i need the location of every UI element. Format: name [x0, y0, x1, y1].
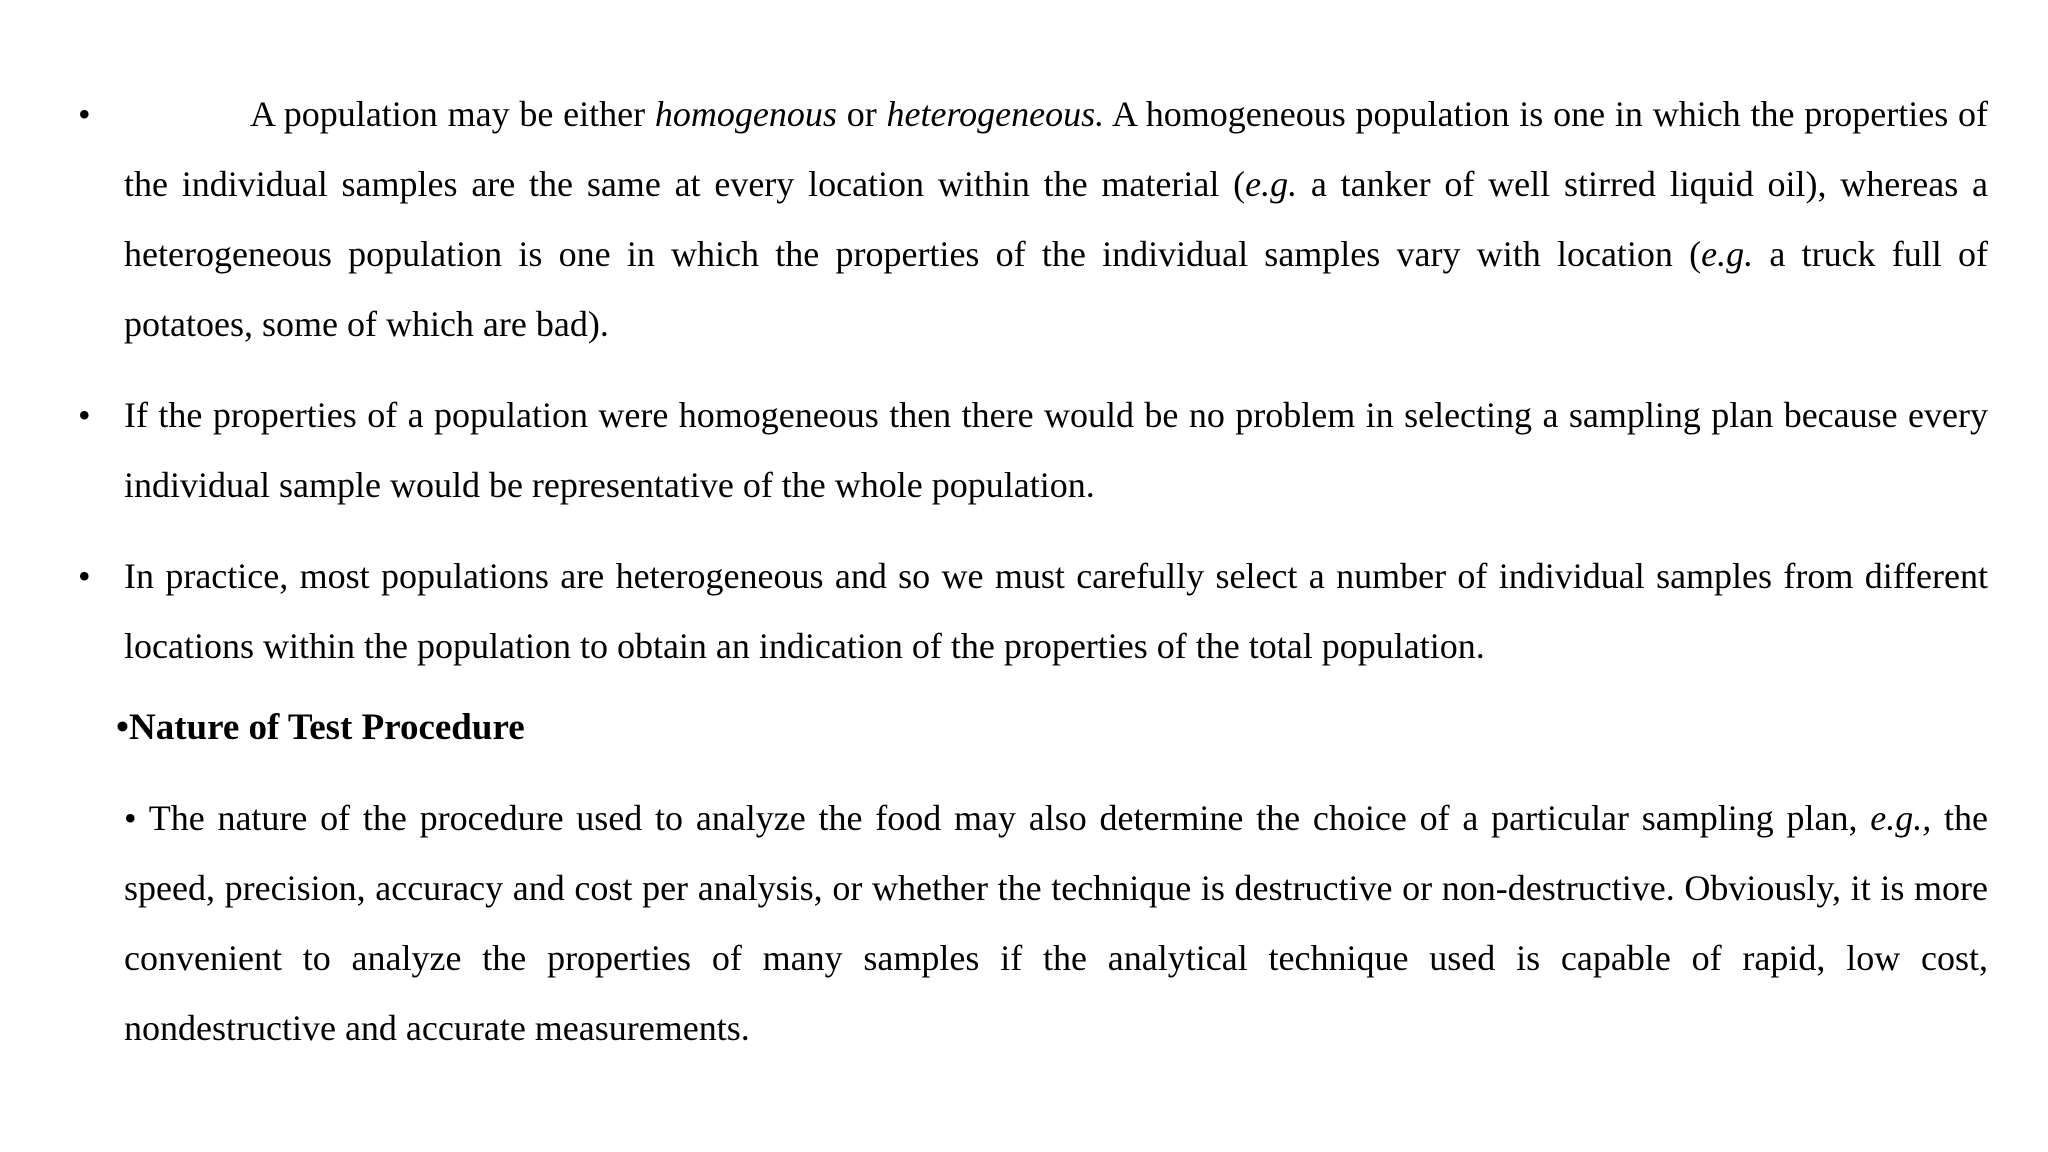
italic-term-homogenous: homogenous	[654, 94, 837, 134]
text-run: or	[836, 94, 887, 134]
text-run: a truck full of potatoes, some of which are bad).	[124, 234, 1988, 344]
bullet-marker: •	[78, 395, 91, 435]
bullet-homogeneous-population	[78, 79, 1988, 359]
section-heading	[116, 693, 525, 763]
italic-eg: e.g.	[1701, 234, 1754, 274]
paragraph-nature-of-procedure	[124, 783, 1988, 1063]
bullet-marker: •	[78, 94, 91, 134]
heading-text: Nature of Test Procedure	[128, 707, 525, 748]
italic-eg: e.g.,	[1870, 798, 1932, 838]
bullet-text: If the properties of a population were homogeneous then there would be no problem in selecting a sampling plan because every individual sample would be representative of the whole population.	[124, 395, 1988, 505]
italic-term-heterogeneous: heterogeneous.	[886, 94, 1105, 134]
bullet-marker: •	[78, 556, 91, 596]
italic-eg: e.g.	[1245, 164, 1298, 204]
text-run: A population may be either	[250, 94, 655, 134]
text-run: a tanker of well stirred liquid oil), whereas a heterogeneous population is one in which the properties of the individual samples vary with location (	[124, 164, 1988, 274]
bullet-homogeneous-no-problem	[78, 380, 1988, 520]
bullet-heterogeneous-practice	[78, 541, 1988, 681]
text-run: • The nature of the procedure used to analyze the food may also determine the choice of a particular sampling plan,	[124, 798, 1871, 838]
bullet-text: In practice, most populations are heterogeneous and so we must carefully select a number of individual samples from different locations within the population to obtain an indication of the properties of the total population.	[124, 556, 1988, 666]
heading-bullet: •	[116, 707, 129, 748]
text-run: A homogeneous population is one in which the properties of the individual samples are the same at every location within the material (	[124, 94, 1988, 204]
text-run: the speed, precision, accuracy and cost per analysis, or whether the technique is destructive or non-destructive. Obviously, it is more convenient to analyze the properties of many samples if the analytical technique used is capable of rapid, low cost, nondestructive and accurate measurements.	[124, 798, 1988, 1048]
